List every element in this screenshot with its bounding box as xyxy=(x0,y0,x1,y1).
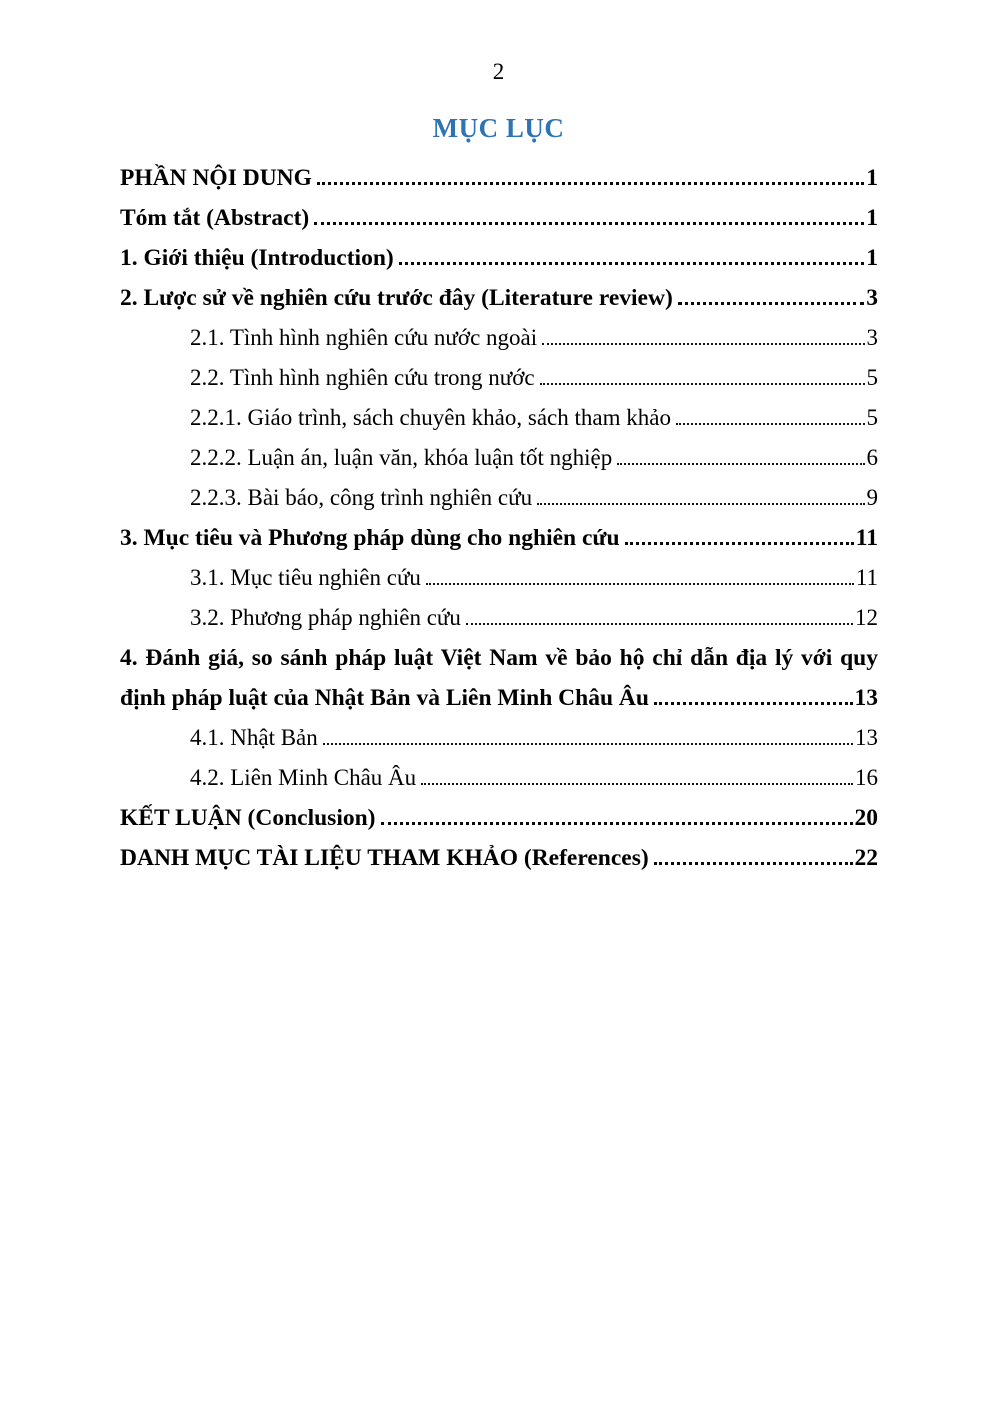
dot-leader xyxy=(654,862,853,865)
toc-entry-page: 3 xyxy=(866,325,878,350)
toc-entry[interactable] xyxy=(120,198,878,238)
toc-entry-label: Tóm tắt (Abstract) xyxy=(120,205,310,231)
toc-entry-page: 22 xyxy=(854,845,878,871)
dot-leader xyxy=(617,463,864,465)
toc-entry-page: 13 xyxy=(855,725,878,750)
dot-leader xyxy=(421,783,853,785)
toc-entry-page: 12 xyxy=(855,605,878,630)
toc-title: MỤC LỤC xyxy=(432,113,565,143)
toc-entry[interactable] xyxy=(120,398,878,438)
toc-entry-page: 5 xyxy=(866,365,878,390)
toc-entry[interactable] xyxy=(120,238,878,278)
toc-entry-page: 11 xyxy=(855,525,878,551)
toc-entry[interactable] xyxy=(120,718,878,758)
toc-entry[interactable] xyxy=(120,518,878,558)
toc-entry-page: 1 xyxy=(866,165,878,191)
toc-entry-page: 9 xyxy=(866,485,878,510)
dot-leader xyxy=(381,822,853,825)
toc-entry-label: KẾT LUẬN (Conclusion) xyxy=(120,805,376,831)
dot-leader xyxy=(540,383,865,385)
toc-entry-label: 1. Giới thiệu (Introduction) xyxy=(120,245,394,271)
toc-entry-label: 2.2.3. Bài báo, công trình nghiên cứu xyxy=(190,485,533,510)
toc-entry[interactable] xyxy=(120,798,878,838)
toc-entry[interactable] xyxy=(120,278,878,318)
dot-leader xyxy=(542,343,864,345)
toc-entry-label: 2. Lược sử về nghiên cứu trước đây (Literature review) xyxy=(120,285,673,311)
toc-entry-label: 4.1. Nhật Bản xyxy=(190,725,318,750)
toc-entry-page: 5 xyxy=(866,405,878,430)
toc-entry-label: DANH MỤC TÀI LIỆU THAM KHẢO (References) xyxy=(120,845,649,871)
dot-leader xyxy=(317,182,864,185)
toc-entry-label: PHẦN NỘI DUNG xyxy=(120,165,312,191)
table-of-contents xyxy=(0,158,997,878)
dot-leader xyxy=(323,743,853,745)
toc-entry[interactable] xyxy=(120,838,878,878)
toc-entry-page: 20 xyxy=(854,805,878,831)
dot-leader xyxy=(537,503,864,505)
dot-leader xyxy=(676,423,865,425)
toc-entry[interactable] xyxy=(120,358,878,398)
toc-entry[interactable] xyxy=(120,438,878,478)
dot-leader xyxy=(654,702,853,705)
toc-entry[interactable] xyxy=(120,638,878,718)
toc-entry-label: 4.2. Liên Minh Châu Âu xyxy=(190,765,417,790)
toc-entry[interactable] xyxy=(120,158,878,198)
toc-entry-page: 3 xyxy=(866,285,878,311)
page-number: 2 xyxy=(492,59,505,84)
dot-leader xyxy=(466,623,853,625)
dot-leader xyxy=(399,262,865,265)
toc-entry-label-line2: định pháp luật của Nhật Bản và Liên Minh Châu Âu xyxy=(120,685,649,711)
toc-entry-label: 2.1. Tình hình nghiên cứu nước ngoài xyxy=(190,325,538,350)
toc-entry[interactable] xyxy=(120,598,878,638)
dot-leader xyxy=(625,542,854,545)
toc-entry[interactable] xyxy=(120,478,878,518)
toc-entry-label: 2.2.2. Luận án, luận văn, khóa luận tốt nghiệp xyxy=(190,445,613,470)
dot-leader xyxy=(314,222,864,225)
toc-entry-page: 1 xyxy=(866,245,878,271)
toc-entry-page: 11 xyxy=(855,565,878,590)
toc-entry-page: 13 xyxy=(854,685,878,711)
toc-entry-page: 16 xyxy=(855,765,878,790)
toc-entry[interactable] xyxy=(120,558,878,598)
dot-leader xyxy=(678,302,864,305)
dot-leader xyxy=(426,583,854,585)
toc-entry-label: 2.2. Tình hình nghiên cứu trong nước xyxy=(190,365,535,390)
toc-entry-label: 3. Mục tiêu và Phương pháp dùng cho nghiên cứu xyxy=(120,525,620,551)
toc-entry-label-line1: 4. Đánh giá, so sánh pháp luật Việt Nam về bảo hộ chỉ dẫn địa lý với quy xyxy=(120,645,878,671)
toc-entry[interactable] xyxy=(120,758,878,798)
toc-entry-label: 3.2. Phương pháp nghiên cứu xyxy=(190,605,461,630)
toc-entry-label: 2.2.1. Giáo trình, sách chuyên khảo, sách tham khảo xyxy=(190,405,671,430)
toc-entry-page: 1 xyxy=(866,205,878,231)
toc-entry-label: 3.1. Mục tiêu nghiên cứu xyxy=(190,565,421,590)
toc-entry-page: 6 xyxy=(866,445,878,470)
toc-entry[interactable] xyxy=(120,318,878,358)
